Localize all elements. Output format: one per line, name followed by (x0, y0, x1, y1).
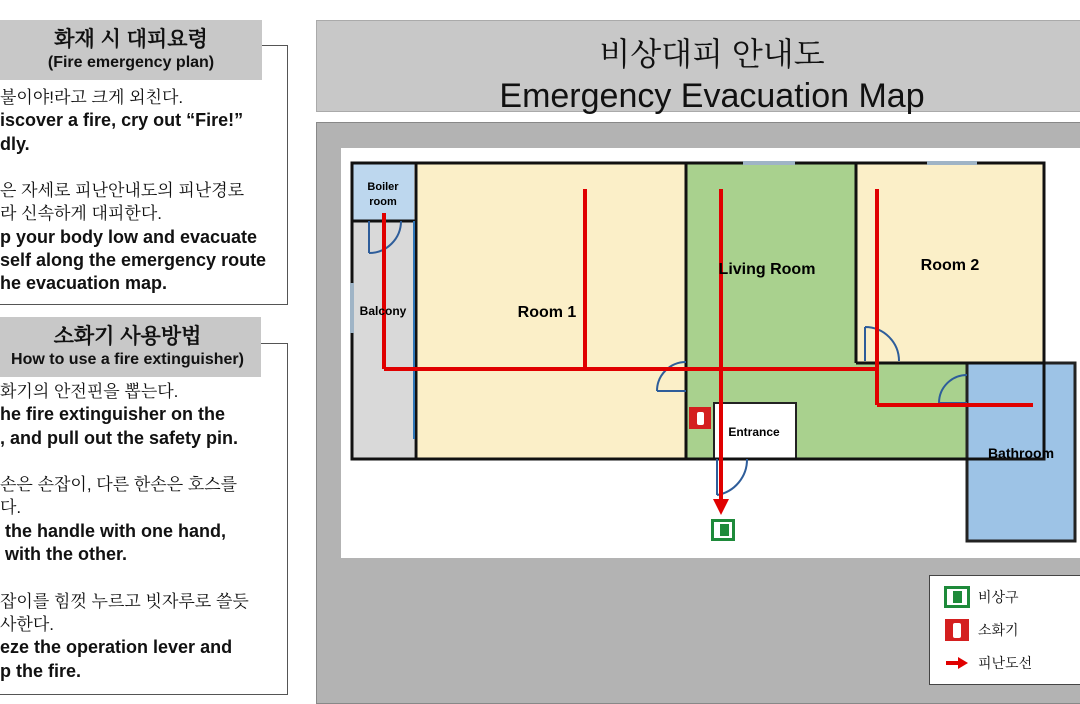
instruction-line (0, 156, 266, 179)
instruction-line: 손은 손잡이, 다른 한손은 호스를 (0, 475, 238, 495)
extinguisher-text (0, 380, 249, 683)
fire-plan-text (0, 86, 266, 296)
legend-item-route (944, 651, 1032, 675)
label-bathroom: Bathroom (987, 445, 1055, 461)
title-banner (316, 20, 1080, 115)
fire-extinguisher-icon (944, 618, 970, 642)
label-room1: Room 1 (517, 304, 577, 321)
title-english: Emergency Evacuation Map (499, 77, 925, 115)
extinguisher-heading (0, 317, 261, 377)
instruction-line: 잡이를 힘껏 누르고 빗자루로 쓸듯 (0, 591, 249, 611)
instruction-line (0, 450, 249, 473)
instruction-line: 다. (0, 498, 22, 518)
fire-plan-heading-korean: 화재 시 대피요령 (54, 28, 208, 51)
instruction-line: p the fire. (0, 660, 82, 681)
extinguisher-heading-korean: 소화기 사용방법 (53, 325, 202, 348)
instruction-line: with the other. (0, 544, 128, 565)
instruction-line: he evacuation map. (0, 273, 168, 294)
extinguisher-heading-english: How to use a fire extinguisher) (11, 351, 244, 368)
living-room-extension (856, 363, 966, 459)
instruction-line: 은 자세로 피난안내도의 피난경로 (0, 181, 245, 201)
emergency-exit-icon (711, 519, 735, 541)
label-entrance: Entrance (728, 425, 780, 439)
instruction-line: dly. (0, 133, 30, 154)
label-balcony: Balcony (359, 304, 407, 318)
legend (929, 575, 1080, 685)
legend-label-extinguisher: 소화기 (978, 622, 1019, 638)
legend-label-exit: 비상구 (978, 589, 1019, 605)
label-living-room: Living Room (718, 261, 816, 278)
legend-item-exit (944, 585, 1019, 609)
label-boiler-room: Boiler room (367, 181, 399, 208)
title-korean: 비상대피 안내도 (599, 36, 825, 72)
instruction-line: eze the operation lever and (0, 637, 233, 658)
instruction-line: 불이야!라고 크게 외친다. (0, 88, 184, 107)
instruction-line: p your body low and evacuate (0, 226, 258, 247)
instruction-line: 화기의 안전핀을 뽑는다. (0, 382, 179, 401)
instruction-line: the handle with one hand, (0, 520, 227, 541)
label-room2: Room 2 (920, 257, 980, 274)
instruction-line: he fire extinguisher on the (0, 404, 226, 425)
instruction-line: , and pull out the safety pin. (0, 427, 239, 448)
instruction-line: iscover a fire, cry out “Fire!” (0, 110, 244, 131)
route-arrow-icon (944, 651, 970, 675)
instruction-line (0, 566, 249, 589)
fire-plan-heading (0, 20, 262, 80)
emergency-exit-icon (944, 585, 970, 609)
fire-plan-heading-english: (Fire emergency plan) (47, 54, 215, 71)
instruction-line: 라 신속하게 대피한다. (0, 204, 162, 224)
legend-item-extinguisher (944, 618, 1019, 642)
fire-extinguisher-icon (689, 407, 711, 429)
legend-label-route: 피난도선 (978, 655, 1033, 671)
instruction-line: 사한다. (0, 614, 54, 634)
instruction-line: self along the emergency route (0, 250, 267, 271)
